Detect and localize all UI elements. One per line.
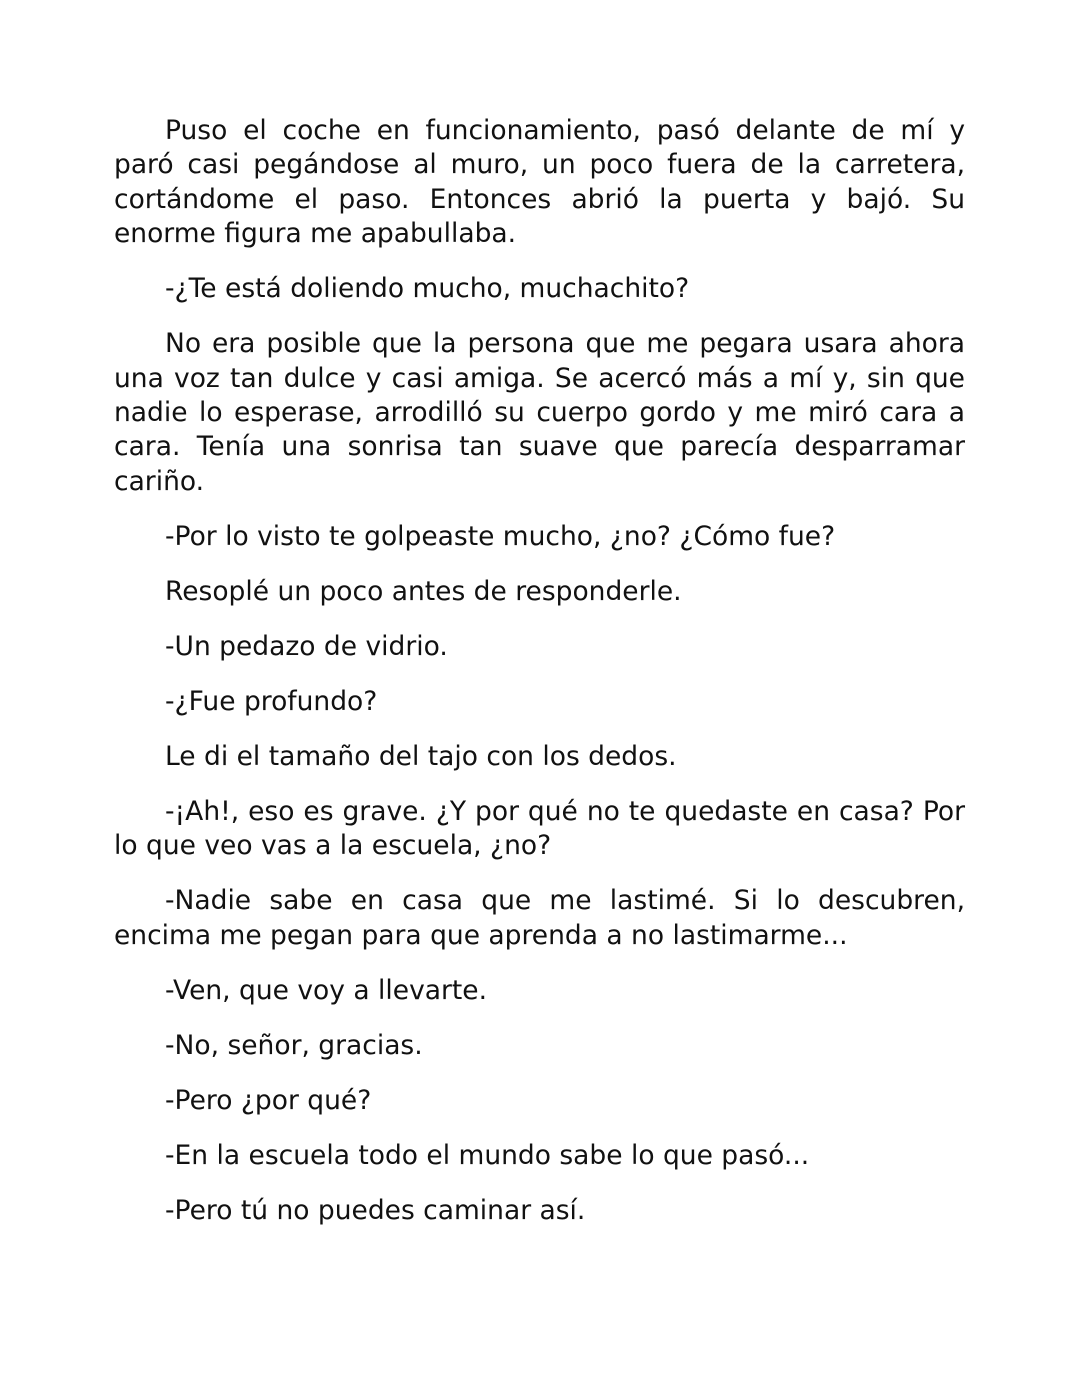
paragraph-5: Resoplé un poco antes de responderle. xyxy=(165,575,682,607)
paragraph-6: -Un pedazo de vidrio. xyxy=(165,630,448,662)
paragraph-10: -Nadie sabe en casa que me lastimé. Si lo descubren, encima me pegan para que aprenda a no lastimarme... xyxy=(114,885,965,951)
paragraph-2: -¿Te está doliendo mucho, muchachito? xyxy=(165,273,690,305)
paragraph-13: -Pero ¿por qué? xyxy=(165,1084,372,1116)
paragraph-14: -En la escuela todo el mundo sabe lo que pasó... xyxy=(165,1139,810,1171)
paragraph-4: -Por lo visto te golpeaste mucho, ¿no? ¿Cómo fue? xyxy=(165,520,836,552)
paragraph-3: No era posible que la persona que me pegara usara ahora una voz tan dulce y casi amiga. Se acercó más a mí y, sin que nadie lo esperase, arrodilló su cuerpo gordo y me miró cara a cara. Tenía una sonrisa tan suave que parecía desparramar cariño. xyxy=(114,328,965,497)
paragraph-9: -¡Ah!, eso es grave. ¿Y por qué no te quedaste en casa? Por lo que veo vas a la escuela, ¿no? xyxy=(114,795,965,862)
document-page xyxy=(114,114,965,1249)
paragraph-11: -Ven, que voy a llevarte. xyxy=(165,974,487,1006)
paragraph-15: -Pero tú no puedes caminar así. xyxy=(165,1194,586,1226)
paragraph-1: Puso el coche en funcionamiento, pasó delante de mí y paró casi pegándose al muro, un poco fuera de la carretera, cortándome el paso. Entonces abrió la puerta y bajó. Su enorme figura me apabullaba. xyxy=(114,115,965,250)
paragraph-8: Le di el tamaño del tajo con los dedos. xyxy=(165,740,677,772)
paragraph-12: -No, señor, gracias. xyxy=(165,1029,423,1061)
paragraph-7: -¿Fue profundo? xyxy=(165,685,378,717)
